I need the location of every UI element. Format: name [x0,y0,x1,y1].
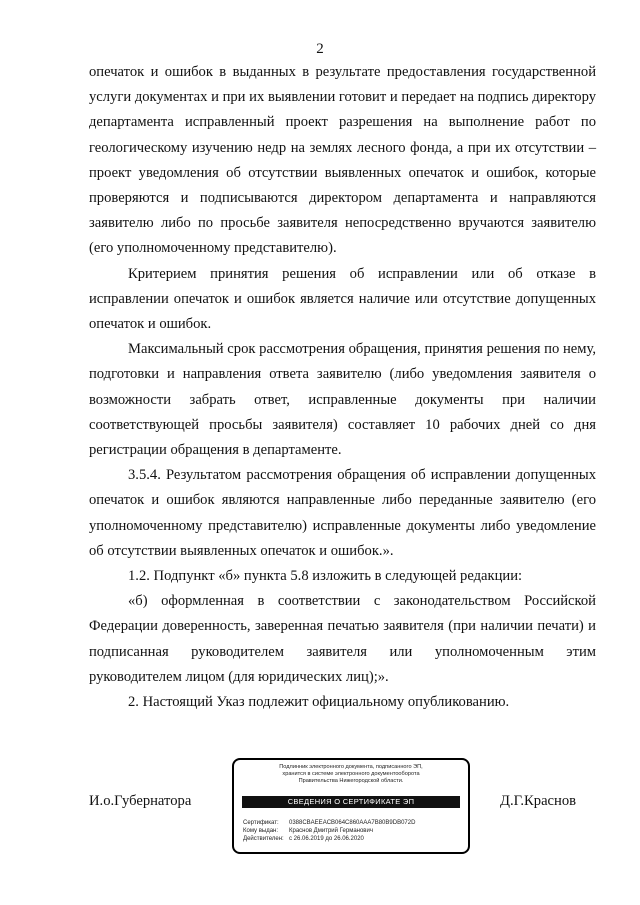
valid-value: с 26.06.2019 до 26.06.2020 [289,836,364,842]
paragraph-7: 2. Настоящий Указ подлежит официальному опубликованию. [128,694,510,711]
stamp-caption [242,764,460,785]
certificate-label: Сертификат: [243,820,279,826]
page-number: 2 [316,41,324,57]
stamp-header: СВЕДЕНИЯ О СЕРТИФИКАТЕ ЭП [242,796,460,808]
stamp-caption-line: Подлинник электронного документа, подписанного ЭП, [279,764,423,770]
e-signature-stamp [232,758,470,854]
paragraph-3: Максимальный срок рассмотрения обращения, принятия решения по нему, подготовки и направления ответа заявителю (либо уведомления заявителя о возможности забрать ответ, исправленные документы при наличии соответствующей просьбы заявителя) составляет 10 рабочих дней со дня регистрации обращения в департаменте. [89,341,596,459]
paragraph-1: опечаток и ошибок в выданных в результате предоставления государственной услуги документах и при их выявлении готовит и передает на подпись директору департамента исправленный проект разрешения на выполнение работ по геологическому изучению недр на землях лесного фонда, а при их отсутствии – проект уведомления об отсутствии выявленных опечаток и ошибок, которые проверяются и подписываются директором департамента и направляются заявителю либо по просьбе заявителя непосредственно вручаются заявителю (его уполномоченному представителю). [89,64,596,257]
paragraph-4: 3.5.4. Результатом рассмотрения обращения об исправлении допущенных опечаток и ошибок являются направленные либо переданные заявителю (его уполномоченному представителю) исправленные документы либо уведомление об отсутствии выявленных опечаток и ошибок.». [89,467,596,559]
issued-to-row [243,827,415,835]
certificate-value: 0388CBAEEACB064C860AAA7B80B9DB072D [289,820,416,826]
paragraph-6: «б) оформленная в соответствии с законодательством Российской Федерации доверенность, заверенная печатью заявителя (при наличии печати) и подписанная руководителем заявителя или уполномоченным этим руководителем лицом (для юридических лиц);». [89,593,596,685]
stamp-caption-line: Правительства Нижегородской области. [298,778,404,784]
signatory-title: И.о.Губернатора [89,793,192,809]
issued-to-value: Краснов Дмитрий Германович [289,828,373,834]
document-body [89,60,596,715]
issued-to-label: Кому выдан: [243,828,279,834]
signatory-name: Д.Г.Краснов [500,793,577,809]
valid-row [243,835,415,843]
stamp-caption-line: хранится в системе электронного документооборота [282,771,420,777]
paragraph-5: 1.2. Подпункт «б» пункта 5.8 изложить в следующей редакции: [128,568,523,585]
valid-label: Действителен: [243,836,284,842]
stamp-details [243,819,415,843]
certificate-row [243,819,415,827]
paragraph-2: Критерием принятия решения об исправлении или об отказе в исправлении опечаток и ошибок является наличие или отсутствие допущенных опечаток и ошибок. [89,265,596,333]
